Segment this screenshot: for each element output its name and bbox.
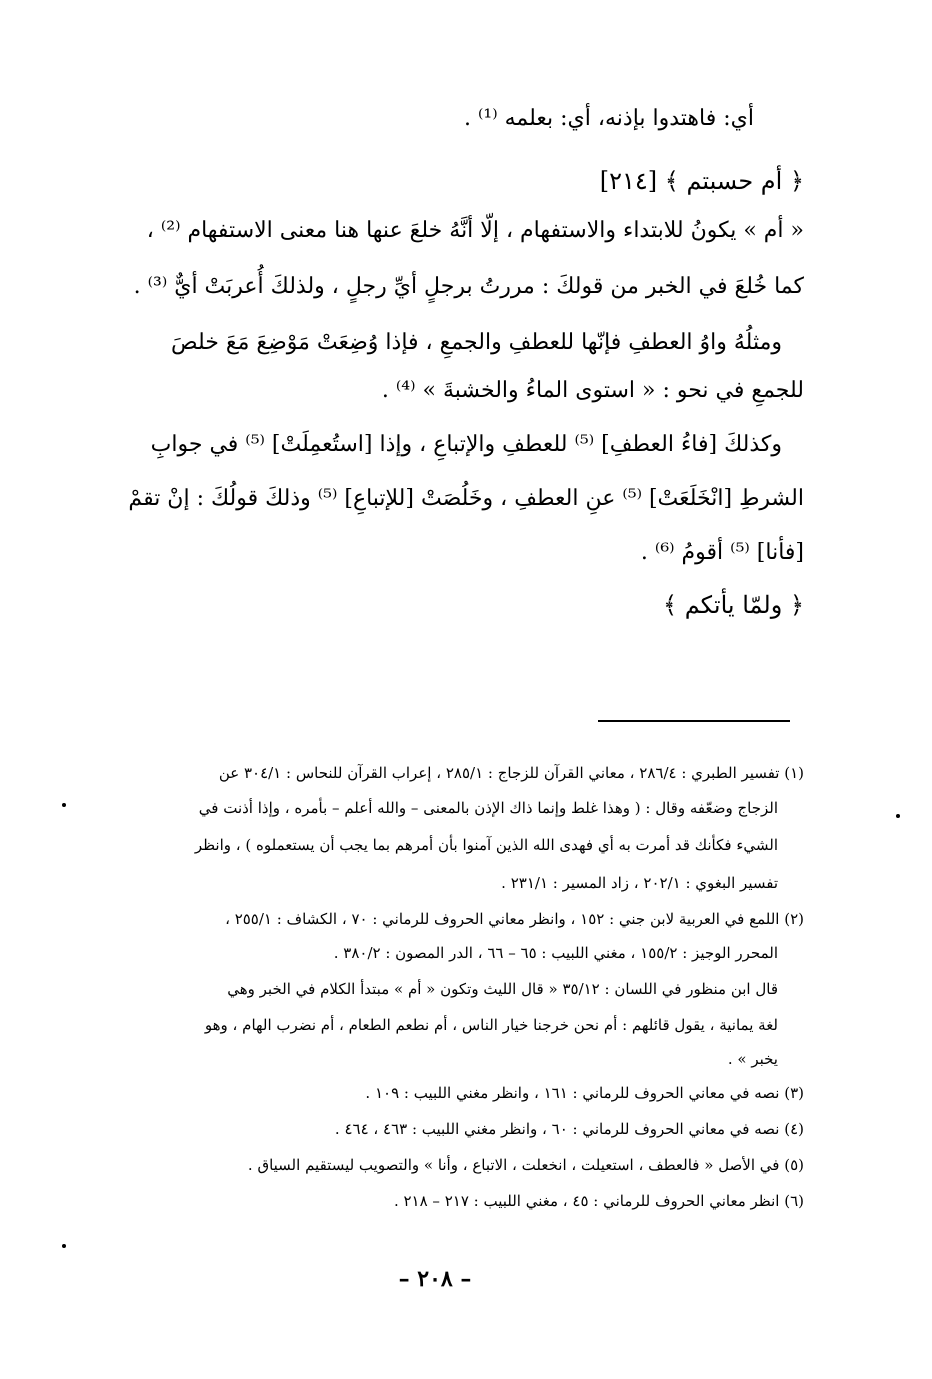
main-line-6: للجمعِ في نحو : « استوى الماءُ والخشبةَ » ⁽⁴⁾ . [381,378,804,403]
footnote-line: (٤) نصه في معاني الحروف للرماني : ٦٠ ، وانظر مغني اللبيب : ٤٦٣ ، ٤٦٤ . [334,1120,804,1138]
footnote-line: المحرر الوجيز : ١٥٥/٢ ، مغني اللبيب : ٦٥ – ٦٦ ، الدر المصون : ٣٨٠/٢ . [333,944,778,962]
footnote-separator [598,720,790,722]
page-number: – ٢٠٨ – [398,1266,472,1292]
footnote-line: الشيء فكأنك قد أمرت به أي فهدى الله الذين آمنوا بأن أمرهم بما يجب أن يستعملوه ) ، وانظر [194,836,778,854]
scan-speck [62,803,66,807]
main-line-7: وكذلكَ [فاءُ العطفِ] ⁽⁵⁾ للعطفِ والإتباعِ ، وإذا [استُعمِلَتْ] ⁽⁵⁾ في جوابِ [150,432,782,457]
main-line-5: ومثلُهُ واوُ العطفِ فإنّها للعطفِ والجمعِ ، فإذا وُضِعَتْ مَوْضِعَ مَعَ خلصَ [171,330,782,355]
scan-speck [62,1244,66,1248]
main-line-9: [فأنا] ⁽⁵⁾ أقومُ ⁽⁶⁾ . [640,540,804,565]
footnote-line: تفسير البغوي : ٢٠٢/١ ، زاد المسير : ٢٣١/١ . [501,874,778,892]
footnote-line: لغة يمانية ، يقول قائلهم : أم نحن خرجنا خيار الناس ، أم نطعم الطعام ، أم نضرب الهام ، وهو [204,1016,778,1034]
footnote-line: (٣) نصه في معاني الحروف للرماني : ١٦١ ، وانظر مغني اللبيب : ١٠٩ . [365,1084,804,1102]
quran-verse-heading: ﴿ أم حسبتم ﴾ [٢١٤] [599,167,804,195]
footnote-line: (٢) اللمع في العربية لابن جني : ١٥٢ ، وانظر معاني الحروف للرماني : ٧٠ ، الكشاف : ٢٥٥/١ ، [225,910,804,928]
main-line-3: « أم » يكونُ للابتداء والاستفهام ، إلّا أنَّهُ خلعَ عنها هنا معنى الاستفهام ⁽²⁾ ، [146,218,804,243]
footnote-line: الزجاج وضعّفه وقال : ( وهذا غلط وإنما ذاك الإذن بالمعنى – والله أعلم – بأمره ، وإذا أذنت في [198,799,778,817]
main-line-4: كما خُلعَ في الخبر من قولكَ : مررتُ برجلٍ أيِّ رجلٍ ، ولذلكَ أُعربَتْ أيٌّ ⁽³⁾ . [133,274,804,299]
quran-verse-heading-2: ﴿ ولمّا يأتكم ﴾ [663,591,804,619]
footnote-line: يخبر » . [727,1050,778,1068]
footnote-line: قال ابن منظور في اللسان : ٣٥/١٢ « قال الليث وتكون « أم » مبتدأ الكلام في الخبر وهي [227,980,778,998]
footnote-line: (٥) في الأصل « فالعطف ، استعيلت ، انخعلت ، الاتباع ، وأنا » والتصويب ليستقيم السياق . [247,1156,804,1174]
main-line-1: أي: فاهتدوا بإذنه، أي: بعلمه ⁽¹⁾ . [464,106,754,131]
main-line-8: الشرطِ [انْخَلَعَتْ] ⁽⁵⁾ عنِ العطفِ ، وخَلُصَتْ [للإتباعِ] ⁽⁵⁾ وذلكَ قولُكَ : إنْ تقمْ [128,486,804,511]
footnote-line: (٦) انظر معاني الحروف للرماني : ٤٥ ، مغني اللبيب : ٢١٧ – ٢١٨ . [393,1192,804,1210]
footnote-line: (١) تفسير الطبري : ٢٨٦/٤ ، معاني القرآن للزجاج : ٢٨٥/١ ، إعراب القرآن للنحاس : ٣٠٤/١ عن [218,764,804,782]
scan-speck [896,814,900,818]
